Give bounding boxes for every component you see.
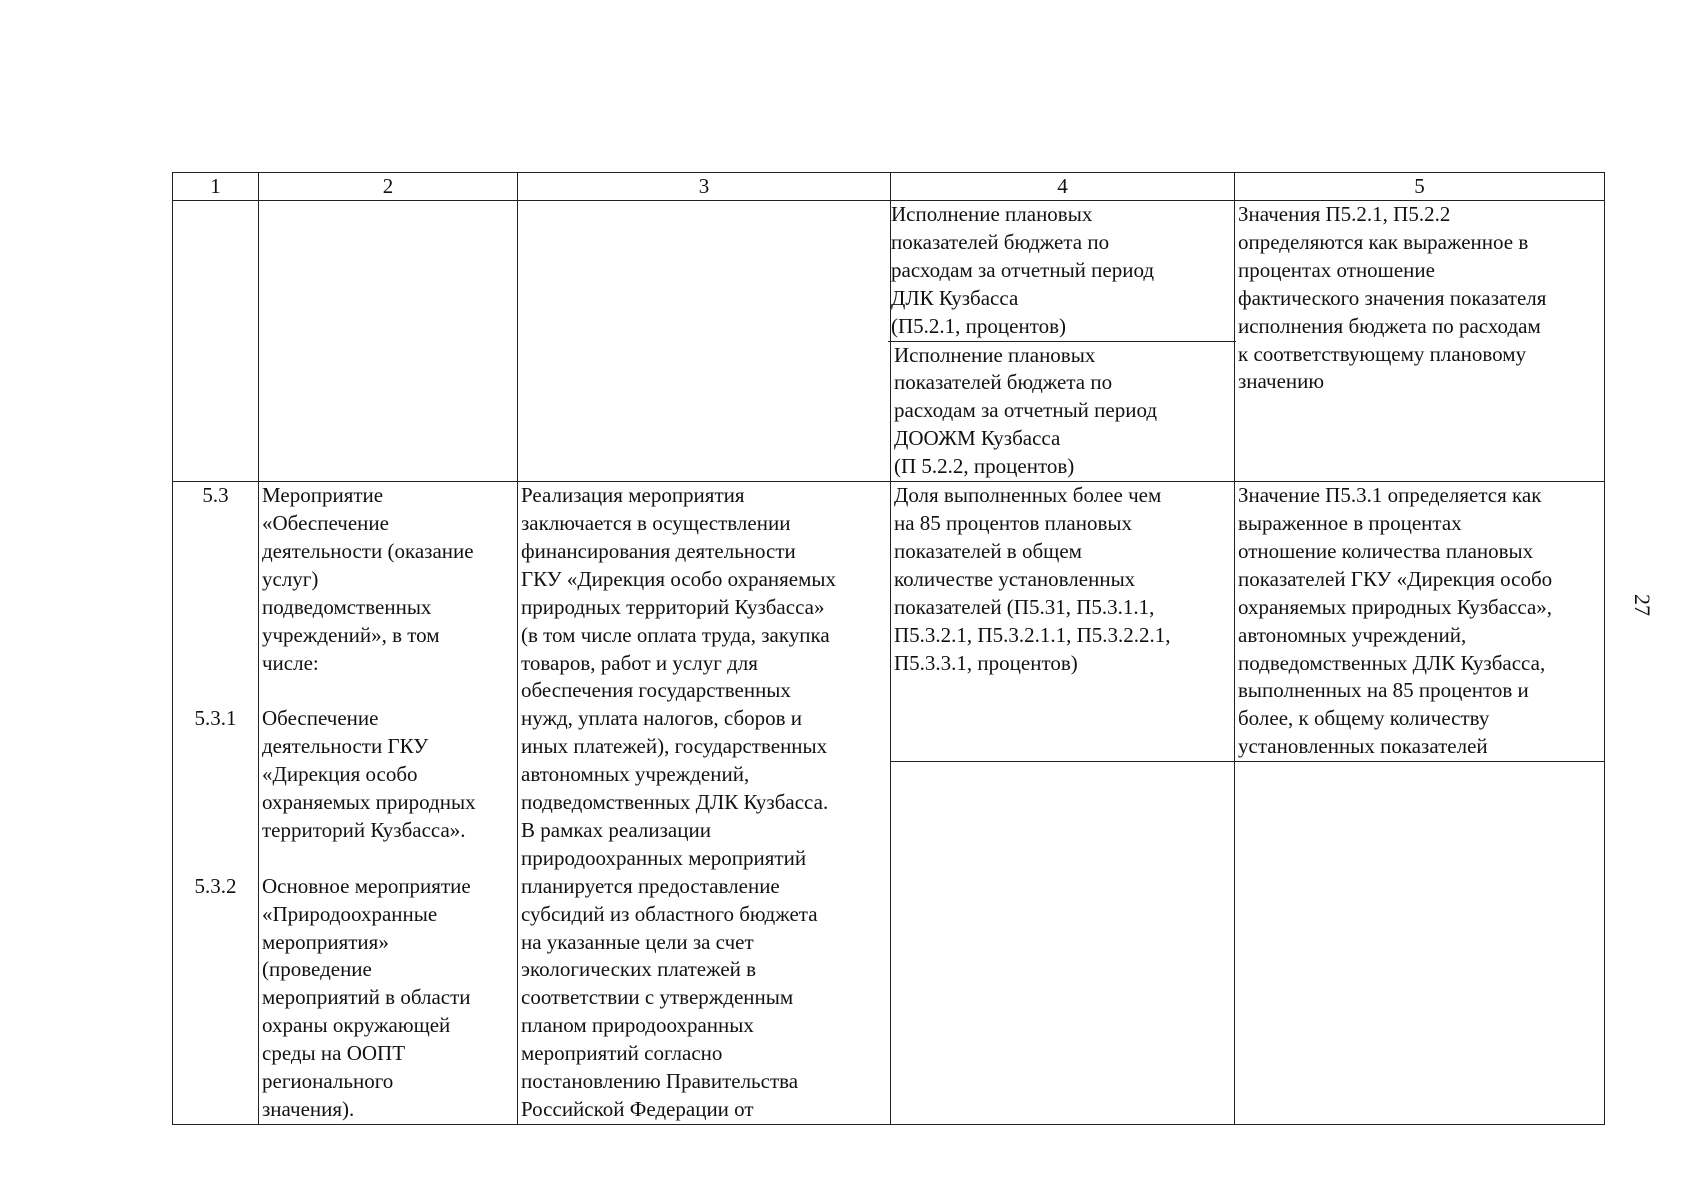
- cell-method-5-2: Значения П5.2.1, П5.2.2 определяются как выраженное в процентах отношение фактического значения показателя исполнения бюджета по расходам к соответствующему плановому значению: [1235, 201, 1605, 482]
- cell-indicator-5-3-1: Доля выполненных более чем на 85 процентов плановых показателей в общем количестве установленных показателей (П5.31, П5.3.1.1, П5.3.2.1, П5.3.2.1.1, П5.3.2.2.1, П5.3.3.1, процентов): [891, 482, 1235, 762]
- event-5-3-1: Обеспечение деятельности ГКУ «Дирекция особо охраняемых природных территорий Кузбасса».: [262, 706, 476, 842]
- cell-method-empty: [1235, 762, 1605, 1125]
- event-5-3-2: Основное мероприятие «Природоохранные мероприятия» (проведение мероприятий в области охраны окружающей среды на ООПТ регионального значения).: [262, 873, 471, 1121]
- column-header-1: 1: [173, 173, 259, 201]
- page-number: 27: [1630, 594, 1655, 616]
- cell-number-empty: [173, 201, 259, 482]
- cell-method-5-3-1: Значение П5.3.1 определяется как выраженное в процентах отношение количества плановых показателей ГКУ «Дирекция особо охраняемых природных Кузбасса», автономных учреждений, подведомственных ДЛК Кузбасса, выполненных на 85 процентов и более, к общему количеству установленных показателей: [1235, 482, 1605, 762]
- cell-event-empty: [259, 201, 518, 482]
- cell-description-empty: [518, 201, 891, 482]
- event-5-3: Мероприятие «Обеспечение деятельности (оказание услуг) подведомственных учреждений», в том числе:: [262, 483, 474, 675]
- item-number-5-3-1: 5.3.1: [194, 706, 237, 731]
- column-header-5: 5: [1235, 173, 1605, 201]
- indicators-table: [172, 172, 1605, 1125]
- cell-description-5-3: Реализация мероприятия заключается в осуществлении финансирования деятельности ГКУ «Дирекция особо охраняемых природных территорий Кузбасса» (в том числе оплата труда, закупка товаров, работ и услуг для обеспечения государственных нужд, уплата налогов, сборов и иных платежей), государственных автономных учреждений, подведомственных ДЛК Кузбасса. В рамках реализации природоохранных мероприятий планируется предоставление субсидий из областного бюджета на указанные цели за счет экологических платежей в соответствии с утвержденным планом природоохранных мероприятий согласно постановлению Правительства Российской Федерации от: [518, 482, 891, 1125]
- table-header-row: [173, 173, 1605, 201]
- cell-events-5-3: [259, 482, 518, 1125]
- cell-numbers-5-3: [173, 482, 259, 1125]
- indicator-p5-2-1: Исполнение плановых показателей бюджета по расходам за отчетный период ДЛК Кузбасса (П5.2.1, процентов): [888, 201, 1236, 342]
- indicator-p5-2-2: Исполнение плановых показателей бюджета по расходам за отчетный период ДООЖМ Кузбасса (П 5.2.2, процентов): [894, 342, 1158, 479]
- item-number-5-3: 5.3: [202, 483, 229, 508]
- table-row-5-2: [173, 201, 1605, 482]
- column-header-3: 3: [518, 173, 891, 201]
- column-header-2: 2: [259, 173, 518, 201]
- item-number-5-3-2: 5.3.2: [194, 873, 237, 898]
- table-row-5-3: [173, 482, 1605, 762]
- cell-indicators-5-2: [891, 201, 1235, 482]
- cell-indicator-empty: [891, 762, 1235, 1125]
- column-header-4: 4: [891, 173, 1235, 201]
